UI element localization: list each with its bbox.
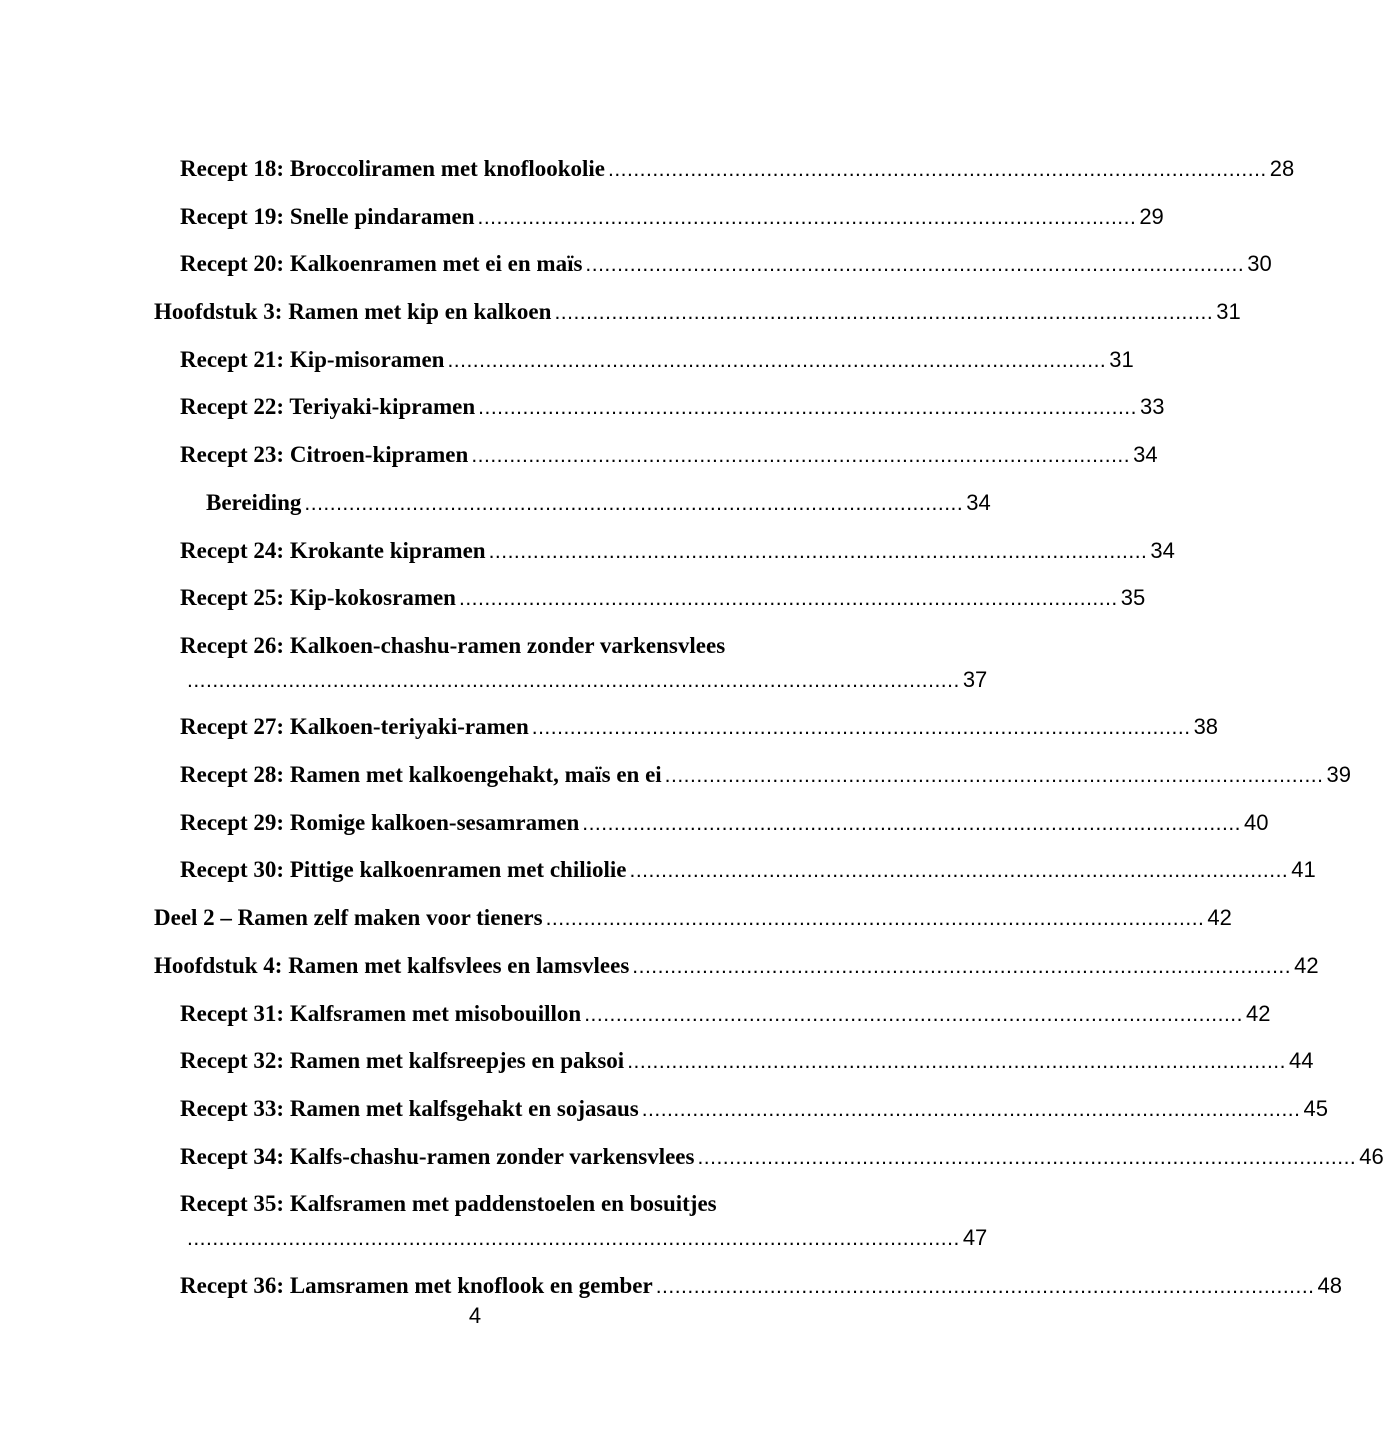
toc-entry-page: 47 <box>962 1225 988 1251</box>
dot-leader: ........................................................................................................ <box>582 811 1242 835</box>
toc-entry[interactable] <box>154 804 1269 852</box>
dot-leader: ........................................................................................................ <box>584 1002 1243 1026</box>
toc-entry-title: Recept 33: Ramen met kalfsgehakt en sojasaus <box>180 1095 639 1121</box>
toc-entry-title: Recept 24: Krokante kipramen <box>180 537 486 563</box>
toc-entry-title: Deel 2 – Ramen zelf maken voor tieners <box>154 905 543 931</box>
toc-entry-title: Hoofdstuk 3: Ramen met kip en kalkoen <box>154 299 552 325</box>
toc-chapter-entry[interactable] <box>154 947 1319 995</box>
toc-entry-page: 29 <box>1139 203 1164 229</box>
dot-leader: ........................................................................................................ <box>478 396 1137 420</box>
dot-leader: .......................................................................................................................... <box>187 1227 960 1251</box>
toc-entry-page: 39 <box>1326 762 1351 788</box>
dot-leader: ........................................................................................................ <box>531 716 1191 740</box>
toc-entry[interactable] <box>154 708 1219 756</box>
toc-entry-title: Recept 36: Lamsramen met knoflook en gember <box>180 1272 653 1298</box>
toc-entry-page: 34 <box>1133 442 1158 468</box>
toc-entry-page: 33 <box>1139 394 1165 420</box>
dot-leader: ........................................................................................................ <box>585 253 1245 277</box>
toc-entry-title: Hoofdstuk 4: Ramen met kalfsvlees en lamsvlees <box>154 952 630 978</box>
dot-leader: ........................................................................................................ <box>471 444 1131 468</box>
dot-leader: ........................................................................................................ <box>629 859 1289 883</box>
toc-chapter-entry[interactable] <box>154 293 1241 341</box>
toc-entry-page: 45 <box>1303 1095 1328 1121</box>
toc-entry[interactable] <box>154 388 1165 436</box>
toc-entry-title: Recept 35: Kalfsramen met paddenstoelen en bosuitjes <box>180 1191 717 1217</box>
dot-leader: ........................................................................................................ <box>627 1050 1286 1074</box>
toc-entry-page: 42 <box>1245 1000 1271 1026</box>
toc-entry[interactable] <box>154 995 1271 1043</box>
toc-entry[interactable] <box>154 198 1164 246</box>
toc-entry[interactable] <box>154 627 988 709</box>
toc-entry[interactable] <box>154 1185 988 1267</box>
dot-leader: ........................................................................................................ <box>304 491 964 515</box>
dot-leader: ........................................................................................................ <box>697 1145 1357 1169</box>
toc-entry-page: 30 <box>1247 251 1272 277</box>
dot-leader: ........................................................................................................ <box>607 158 1267 181</box>
toc-entry[interactable] <box>154 579 1146 627</box>
toc-entry-page: 40 <box>1244 809 1269 835</box>
dot-leader: ........................................................................................................ <box>477 205 1137 229</box>
dot-leader: ........................................................................................................ <box>664 764 1324 788</box>
toc-entry-page: 34 <box>966 489 991 515</box>
toc-entry-page: 41 <box>1291 857 1316 883</box>
table-of-contents <box>154 150 1384 1314</box>
toc-entry[interactable] <box>154 1090 1328 1138</box>
toc-entry-title: Recept 31: Kalfsramen met misobouillon <box>180 1000 582 1026</box>
toc-entry-page: 28 <box>1269 156 1295 181</box>
toc-entry-page: 31 <box>1109 346 1134 372</box>
toc-entry[interactable] <box>154 851 1316 899</box>
toc-entry[interactable] <box>154 532 1175 580</box>
toc-part-entry[interactable] <box>154 899 1232 947</box>
toc-entry-title: Recept 32: Ramen met kalfsreepjes en paksoi <box>180 1048 625 1074</box>
toc-entry-title: Recept 18: Broccoliramen met knoflookolie <box>180 156 605 181</box>
toc-entry-title: Recept 19: Snelle pindaramen <box>180 203 475 229</box>
dot-leader: ........................................................................................................ <box>554 301 1214 325</box>
toc-entry-page: 31 <box>1216 299 1241 325</box>
toc-entry-title: Recept 23: Citroen-kipramen <box>180 442 469 468</box>
toc-entry-title: Recept 28: Ramen met kalkoengehakt, maïs en ei <box>180 762 662 788</box>
toc-entry-page: 44 <box>1288 1048 1314 1074</box>
toc-subentry[interactable] <box>154 484 991 532</box>
toc-entry-title: Recept 30: Pittige kalkoenramen met chiliolie <box>180 857 627 883</box>
toc-entry-page: 46 <box>1359 1143 1384 1169</box>
toc-entry[interactable] <box>154 150 1295 198</box>
toc-entry-title: Recept 21: Kip-misoramen <box>180 346 445 372</box>
page-number: 4 <box>468 1303 482 1328</box>
toc-entry[interactable] <box>154 436 1158 484</box>
toc-entry-page: 35 <box>1120 585 1146 611</box>
toc-entry[interactable] <box>154 245 1272 293</box>
toc-entry[interactable] <box>154 1042 1314 1090</box>
toc-entry[interactable] <box>154 1138 1384 1186</box>
toc-entry-title: Recept 25: Kip-kokosramen <box>180 585 456 611</box>
dot-leader: ........................................................................................................ <box>488 539 1148 563</box>
toc-entry[interactable] <box>154 341 1134 389</box>
toc-entry-title: Bereiding <box>206 489 302 515</box>
toc-entry-page: 48 <box>1317 1272 1342 1298</box>
toc-entry-title: Recept 26: Kalkoen-chashu-ramen zonder varkensvlees <box>180 632 726 658</box>
toc-entry-page: 37 <box>962 666 988 692</box>
dot-leader: ........................................................................................................ <box>545 907 1205 931</box>
toc-entry-title: Recept 20: Kalkoenramen met ei en maïs <box>180 251 583 277</box>
toc-entry-page: 42 <box>1294 952 1319 978</box>
dot-leader: ........................................................................................................ <box>655 1274 1315 1298</box>
toc-entry-title: Recept 27: Kalkoen-teriyaki-ramen <box>180 714 529 740</box>
toc-entry-page: 38 <box>1193 714 1219 740</box>
dot-leader: ........................................................................................................ <box>447 348 1107 372</box>
toc-entry-page: 42 <box>1207 905 1232 931</box>
dot-leader: ........................................................................................................ <box>641 1097 1301 1121</box>
dot-leader: ........................................................................................................ <box>458 587 1118 611</box>
toc-entry-page: 34 <box>1150 537 1175 563</box>
toc-entry-title: Recept 29: Romige kalkoen-sesamramen <box>180 809 580 835</box>
toc-entry-title: Recept 34: Kalfs-chashu-ramen zonder varkensvlees <box>180 1143 695 1169</box>
dot-leader: ........................................................................................................ <box>632 954 1292 978</box>
dot-leader: .......................................................................................................................... <box>187 668 960 692</box>
toc-entry[interactable] <box>154 756 1351 804</box>
toc-entry-title: Recept 22: Teriyaki-kipramen <box>180 394 476 420</box>
